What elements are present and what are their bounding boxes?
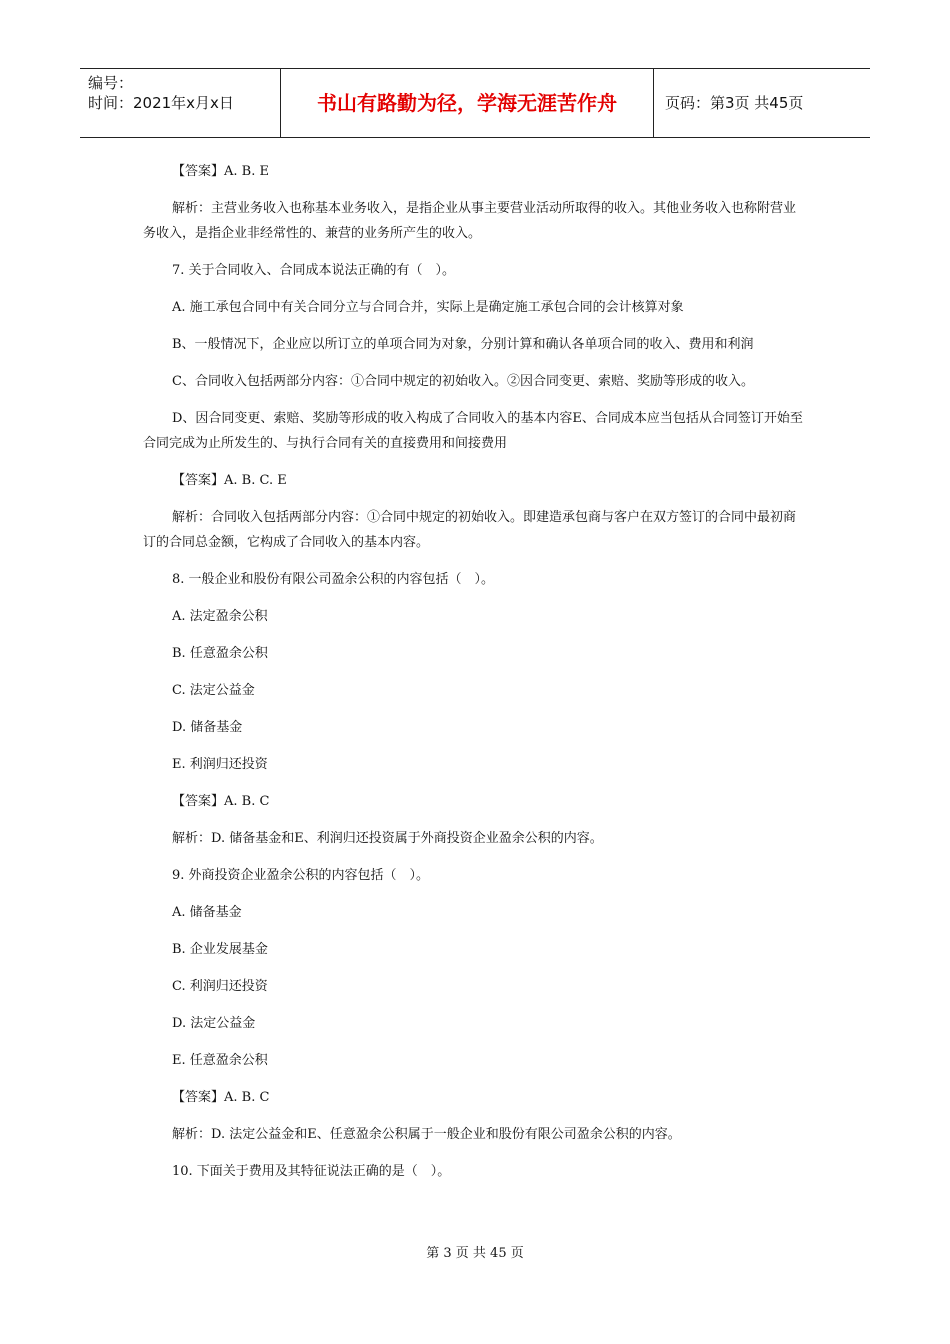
answer-line: 【答案】A. B. C — [172, 1090, 270, 1105]
option-line: A. 施工承包合同中有关合同分立与合同合并，实际上是确定施工承包合同的会计核算对象 — [172, 300, 684, 315]
page-footer: 第 3 页 共 45 页 — [426, 1246, 524, 1261]
question-7: 7. 关于合同收入、合同成本说法正确的有（ ）。 — [172, 263, 456, 278]
option-line: E. 利润归还投资 — [172, 757, 268, 772]
question-8: 8. 一般企业和股份有限公司盈余公积的内容包括（ ）。 — [172, 572, 495, 587]
header-info-cell — [80, 69, 281, 137]
answer-line: 【答案】A. B. E — [172, 164, 269, 179]
header-page-info: 页码：第3页 共45页 — [665, 94, 804, 112]
option-line: D. 储备基金 — [172, 720, 243, 735]
analysis-paragraph: 解析：主营业务收入也称基本业务收入，是指企业从事主要营业活动所取得的收入。其他业务收入也称附营业务收入，是指企业非经常性的、兼营的业务所产生的收入。 — [143, 201, 797, 241]
question-9: 9. 外商投资企业盈余公积的内容包括（ ）。 — [172, 868, 430, 883]
document-time: 时间：2021年x月x日 — [88, 94, 234, 112]
option-line: A. 储备基金 — [172, 905, 242, 920]
document-number-label: 编号： — [88, 74, 134, 92]
option-line: E. 任意盈余公积 — [172, 1053, 268, 1068]
option-line: B. 任意盈余公积 — [172, 646, 268, 661]
option-line: C. 法定公益金 — [172, 683, 255, 698]
page-header — [80, 68, 870, 138]
document-body — [143, 159, 808, 1196]
option-line: D、因合同变更、索赔、奖励等形成的收入构成了合同收入的基本内容E、合同成本应当包括从合同签订开始至合同完成为止所发生的、与执行合同有关的直接费用和间接费用 — [143, 411, 803, 451]
header-motto-cell — [281, 69, 654, 137]
question-10: 10. 下面关于费用及其特征说法正确的是（ ）。 — [172, 1164, 451, 1179]
option-line: D. 法定公益金 — [172, 1016, 256, 1031]
option-line: B、一般情况下，企业应以所订立的单项合同为对象，分别计算和确认各单项合同的收入、费用和利润 — [172, 337, 754, 352]
analysis-paragraph: 解析：D. 法定公益金和E、任意盈余公积属于一般企业和股份有限公司盈余公积的内容。 — [172, 1127, 681, 1142]
option-line: C、合同收入包括两部分内容：①合同中规定的初始收入。②因合同变更、索赔、奖励等形成的收入。 — [172, 374, 754, 389]
answer-line: 【答案】A. B. C — [172, 794, 270, 809]
analysis-paragraph: 解析：D. 储备基金和E、利润归还投资属于外商投资企业盈余公积的内容。 — [172, 831, 603, 846]
header-page-cell — [655, 69, 870, 137]
option-line: B. 企业发展基金 — [172, 942, 268, 957]
option-line: C. 利润归还投资 — [172, 979, 268, 994]
option-line: A. 法定盈余公积 — [172, 609, 268, 624]
analysis-paragraph: 解析：合同收入包括两部分内容：①合同中规定的初始收入。即建造承包商与客户在双方签订的合同中最初商订的合同总金额，它构成了合同收入的基本内容。 — [143, 510, 797, 550]
answer-line: 【答案】A. B. C. E — [172, 473, 287, 488]
header-motto: 书山有路勤为径，学海无涯苦作舟 — [317, 91, 617, 115]
